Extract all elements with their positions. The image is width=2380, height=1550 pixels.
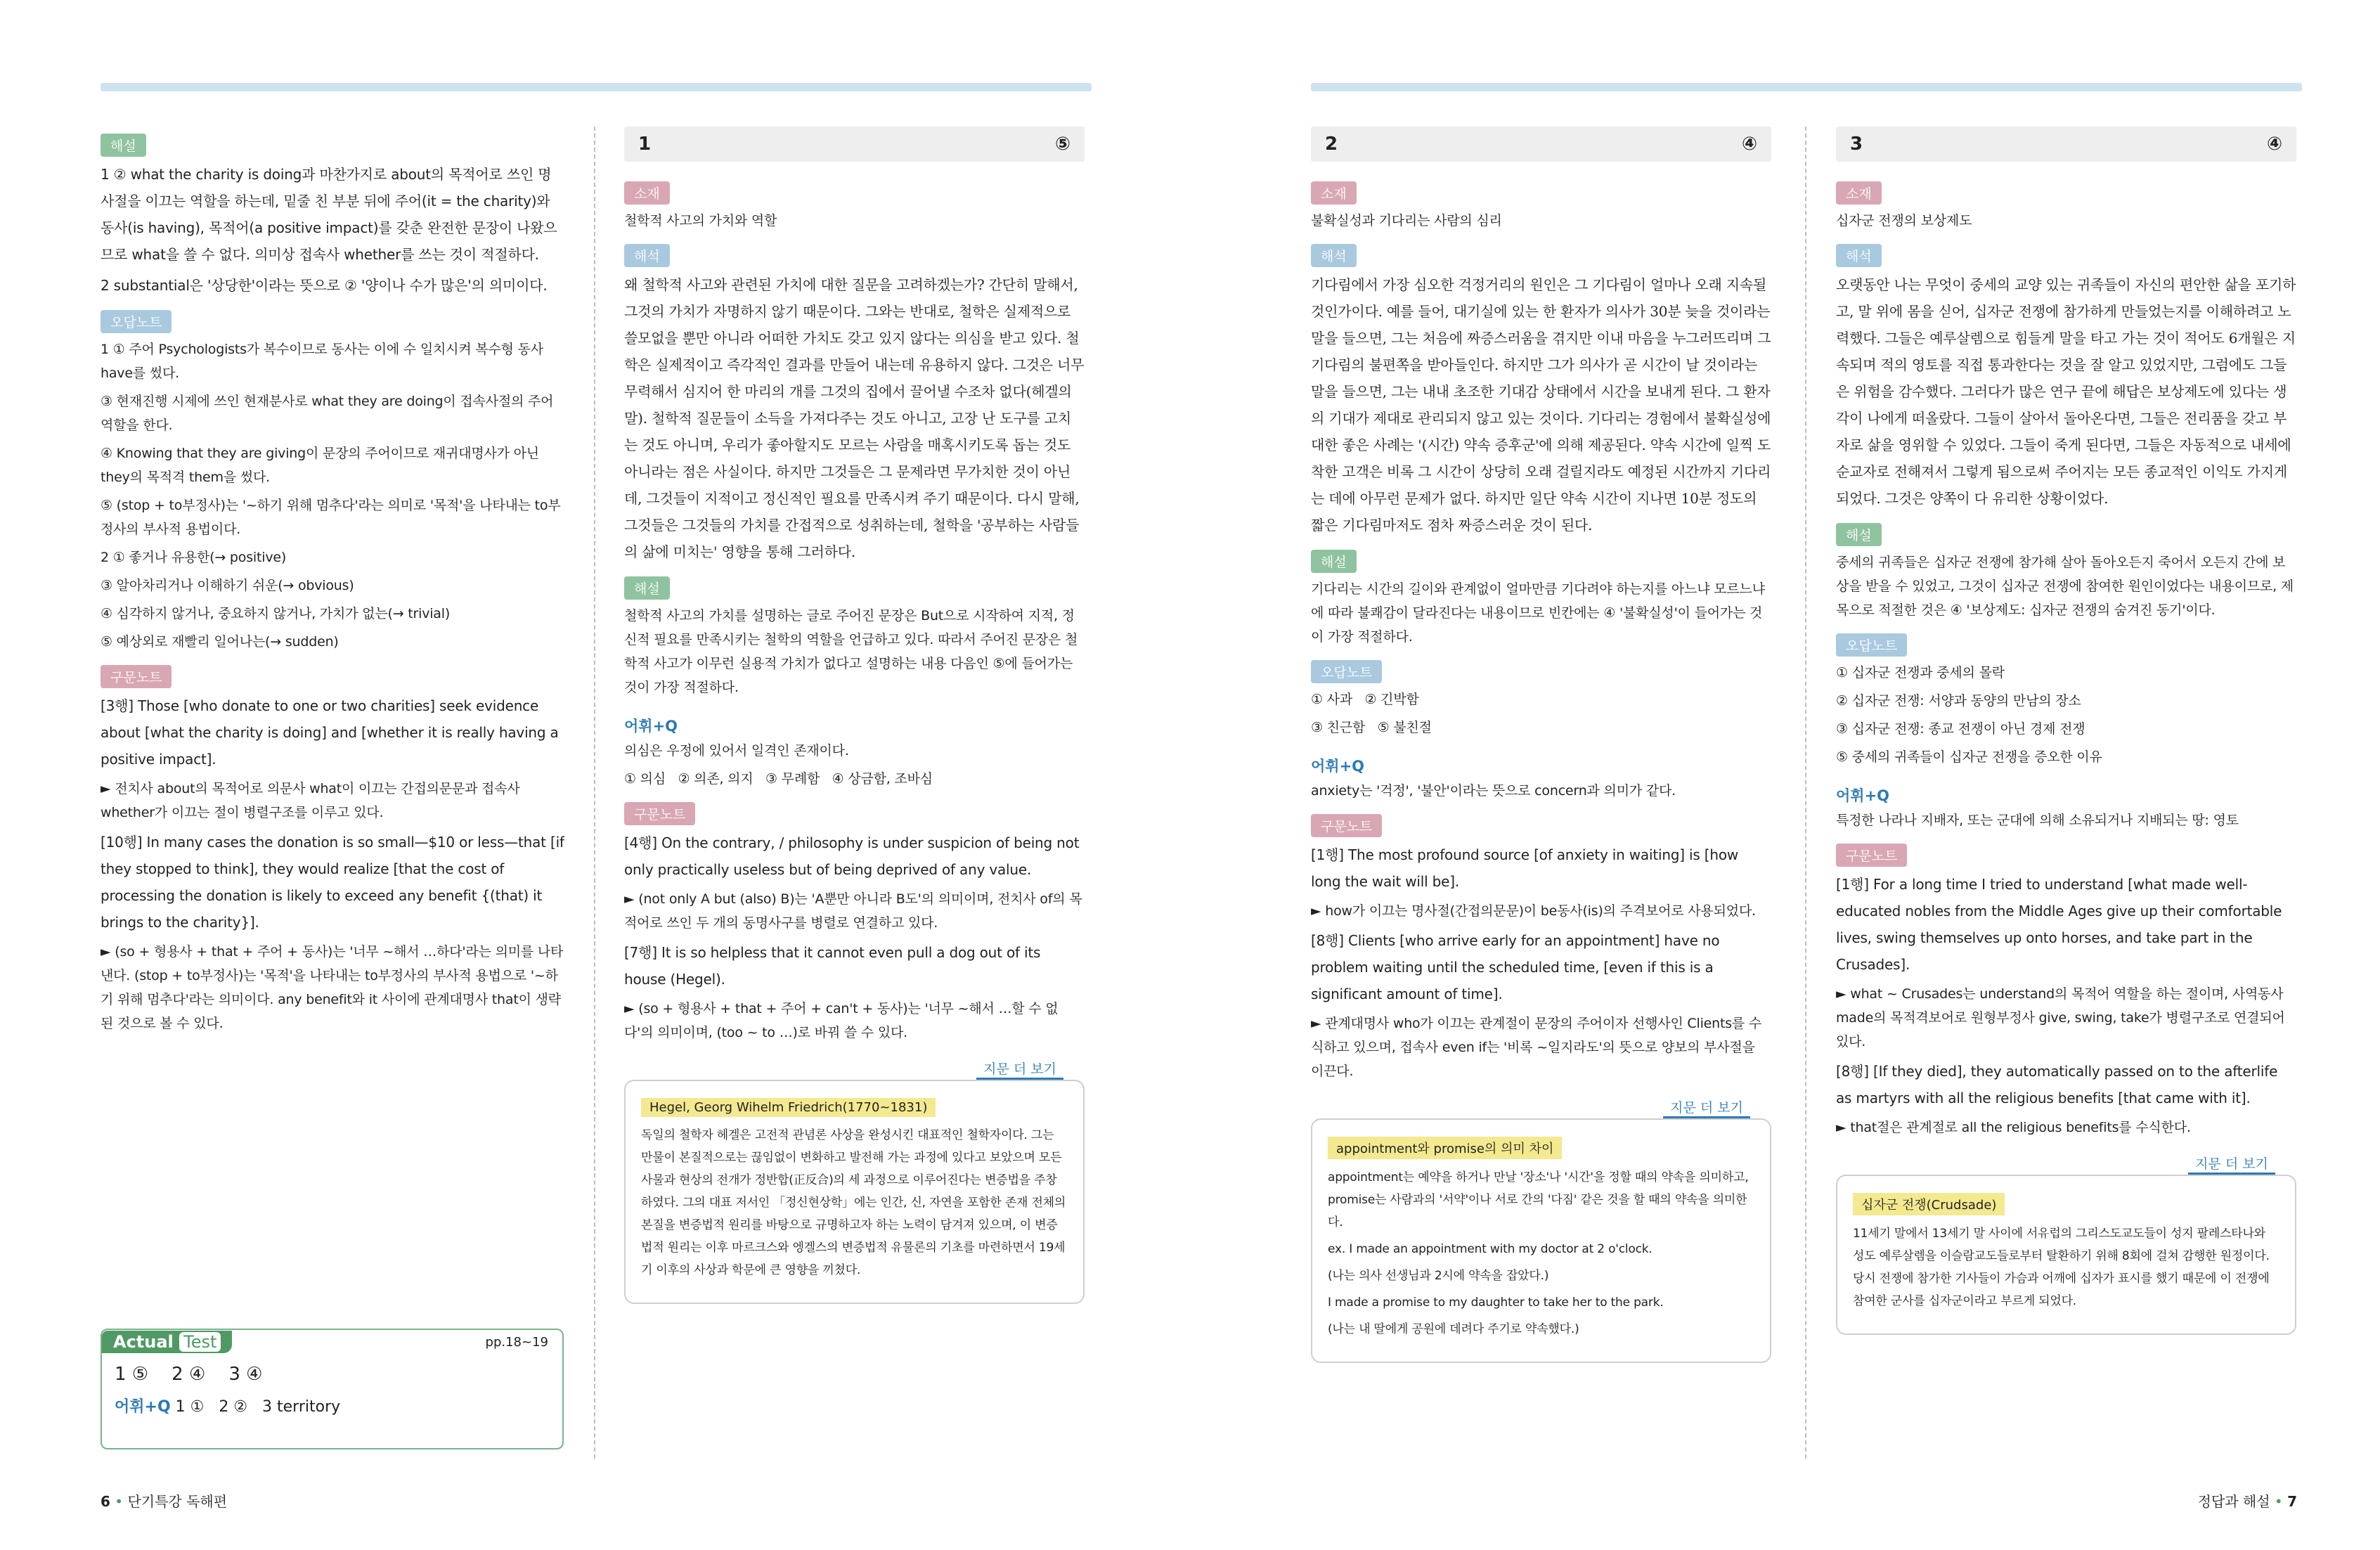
- vocab-choices: ① 의심 ② 의존, 의지 ③ 무례함 ④ 상금함, 조바심: [624, 771, 933, 787]
- gumun-explanation: ► (so + 형용사 + that + 주어 + can't + 동사)는 '너무 ~해서 …할 수 없다'의 의미이며, (too ~ to …)로 바꿔 쓸 수 있다.: [624, 1001, 1059, 1040]
- odap-tag: 오답노트: [101, 310, 172, 333]
- vocab-label: 어휘+Q: [115, 1398, 171, 1416]
- column-divider: [594, 127, 595, 1459]
- more-info-example: I made a promise to my daughter to take her to the park.: [1328, 1296, 1664, 1310]
- haeseok-tag: 해석: [1836, 244, 1882, 267]
- actual-test-pages: pp.18~19: [485, 1334, 548, 1350]
- more-info-box: [1836, 1156, 2296, 1335]
- gumun-explanation: ► what ~ Crusades는 understand의 목적어 역할을 하는 절이며, 사역동사 made의 목적격보어로 원형부정사 give, swing, take가 병렬구조로 연결되어 있다.: [1836, 986, 2285, 1050]
- gumun-explanation: ► (so + 형용사 + that + 주어 + 동사)는 '너무 ~해서 …하다'라는 의미를 나타낸다. (stop + to부정사)는 '목적'을 나타내는 to부정사의 부사적 용법으로 '~하기 위해 멈추다'라는 의미이다. any benefit와 it 사이에 관계대명사 that이 생략된 것으로 볼 수 있다.: [101, 944, 564, 1031]
- question-number: 1: [638, 134, 652, 155]
- gumun-tag: 구문노트: [1836, 844, 1907, 867]
- test-label: Test: [179, 1332, 221, 1352]
- haeseok-text: 왜 철학적 사고와 관련된 가치에 대한 질문을 고려하겠는가? 간단히 말해서, 그것의 가치가 자명하지 않기 때문이다. 그와는 반대로, 철학은 실제적으로 쓸모없을 뿐만 아니라 어떠한 가치도 갖고 있지 않다는 의심을 받고 있다. 철학은 실제적이고 즉각적인 결과를 만들어 내는데 유용하지 않다. 그것은 너무 무력해서 심지어 한 마리의 개를 그것의 집에서 끌어낼 수조차 없다(헤겔의 말). 철학적 질문들이 소득을 가져다주는 것도 아니고, 고장 난 도구를 고치는 것도 아니며, 우리가 좋아할지도 모르는 사람을 매혹시키도록 돕는 것도 아니라는 점은 사실이다. 하지만 그것들은 그 문제라면 무가치한 것이 아닌데, 그것들이 지적이고 정신적인 필요를 만족시켜 주기 때문이다. 다시 말해, 그것들은 그것들의 가치를 간접적으로 성취하는데, 철학을 '공부하는 사람들의 삶에 미치는' 영향을 통해 그러하다.: [624, 276, 1085, 560]
- actual-test-vocab-row: [102, 1385, 562, 1416]
- odap-item: ⑤ 중세의 귀족들이 십자군 전쟁을 증오한 이유: [1836, 749, 2102, 765]
- odap-item: ③ 친근함 ⑤ 불친절: [1311, 720, 1432, 735]
- column-3: [1311, 127, 1771, 1452]
- vocab-question: 의심은 우정에 있어서 일격인 존재이다.: [624, 743, 849, 758]
- vocab-question: anxiety는 '걱정', '불안'이라는 뜻으로 concern과 의미가 같다.: [1311, 783, 1676, 799]
- haeseol-text: 철학적 사고의 가치를 설명하는 글로 주어진 문장은 But으로 시작하여 지적, 정신적 필요를 만족시키는 철학의 역할을 언급하고 있다. 따라서 주어진 문장은 철학적 사고가 이무런 실용적 가치가 없다고 설명하는 내용 다음인 ⑤에 들어가는 것이 가장 적절하다.: [624, 608, 1078, 695]
- actual-test-answers: 1 ⑤ 2 ④ 3 ④: [115, 1364, 263, 1385]
- more-info-heading: 십자군 전쟁(Crudsade): [1853, 1193, 2005, 1215]
- more-info-text: 독일의 철학자 헤겔은 고전적 관념론 사상을 완성시킨 대표적인 철학자이다. 그는 만물이 본질적으로는 끊임없이 변화하고 발전해 가는 과정에 있다고 보았으며 모든 사물과 현상의 전개가 정반합(正反合)의 세 과정으로 이루어진다는 변증법을 주창하였다. 그의 대표 저서인 「정신현상학」에는 인간, 신, 자연을 포함한 존재 전체의 본질을 변증법적 원리를 바탕으로 규명하고자 하는 노력이 담겨져 있으며, 이 변증법적 원리는 이후 마르크스와 엥겔스의 변증법적 유물론의 기초를 마련하면서 19세기 이후의 사상과 학문에 큰 영향을 끼쳤다.: [641, 1128, 1066, 1277]
- question-answer: ④: [1741, 134, 1757, 155]
- actual-test-title: [102, 1331, 232, 1353]
- haeseol-tag: 해설: [1311, 550, 1357, 573]
- more-info-tab: 지문 더 보기: [976, 1059, 1063, 1080]
- more-info-tab: 지문 더 보기: [1663, 1097, 1750, 1118]
- more-info-heading: appointment와 promise의 의미 차이: [1328, 1137, 1562, 1159]
- gumun-sentence: [1행] The most profound source [of anxiety in waiting] is [how long the wait will be].: [1311, 846, 1739, 890]
- gumun-explanation: ► 전치사 about의 목적어로 의문사 what이 이끄는 간접의문문과 접속사 whether가 이끄는 절이 병렬구조를 이루고 있다.: [101, 781, 520, 820]
- sojae-text: 철학적 사고의 가치와 역할: [624, 213, 777, 228]
- sojae-tag: 소재: [1311, 181, 1357, 205]
- odap-item: ⑤ 예상외로 재빨리 일어나는(→ sudden): [101, 634, 339, 650]
- sojae-text: 불확실성과 기다리는 사람의 심리: [1311, 213, 1502, 228]
- more-info-example-translation: (나는 의사 선생님과 2시에 약속을 잡았다.): [1328, 1269, 1549, 1283]
- odap-item: ① 사과 ② 긴박함: [1311, 692, 1419, 707]
- question-header-2: [1311, 127, 1771, 162]
- vocab-question: 특정한 나라나 지배자, 또는 군대에 의해 소유되거나 지배되는 땅: 영토: [1836, 813, 2239, 828]
- odap-item: ④ 심각하지 않거나, 중요하지 않거나, 가치가 없는(→ trivial): [101, 606, 451, 621]
- haeseol-text: 기다리는 시간의 길이와 관계없이 얼마만큼 기다려야 하는지를 아느냐 모르느냐에 따라 불쾌감이 달라진다는 내용이므로 빈칸에는 ④ '불확실성'이 들어가는 것이 가장 적절하다.: [1311, 581, 1765, 645]
- gumun-tag: 구문노트: [624, 802, 695, 825]
- odap-item: ③ 현재진행 시제에 쓰인 현재분사로 what they are doing이 접속사절의 주어 역할을 한다.: [101, 394, 554, 433]
- page-number-left: 6: [101, 1493, 110, 1510]
- haeseok-text: 기다림에서 가장 심오한 걱정거리의 원인은 그 기다림이 얼마나 오래 지속될 것인가이다. 예를 들어, 대기실에 있는 한 환자가 의사가 30분 늦을 것이라는 말을 들으면, 그는 처음에 짜증스러움을 겪지만 이내 마음을 누그러뜨리며 그 기다림의 불편쪽을 받아들인다. 하지만 그가 의사가 곧 시간이 날 것이라는 말을 들으면, 그는 내내 초조한 기대감 상태에서 시간을 보내게 된다. 그 환자의 기대가 제대로 관리되지 않고 있는 것이다. 기다리는 경험에서 불확실성에 대한 좋은 사례는 '(시간) 약속 증후군'에 의해 제공된다. 약속 시간에 일찍 도착한 고객은 비록 그 시간이 상당히 오래 걸릴지라도 예정된 시간까지 기다리는 데에 아무런 문제가 없다. 하지만 일단 약속 시간이 지나면 10분 정도의 짧은 기다림마저도 점차 짜증스러운 것이 된다.: [1311, 276, 1771, 534]
- more-info-example: ex. I made an appointment with my doctor at 2 o'clock.: [1328, 1242, 1653, 1256]
- gumun-explanation: ► how가 이끄는 명사절(간접의문문)이 be동사(is)의 주격보어로 사용되었다.: [1311, 903, 1756, 919]
- more-info-box: [624, 1061, 1085, 1304]
- top-bar-right: [1311, 83, 2302, 91]
- haeseol-text: 2 substantial은 '상당한'이라는 뜻으로 ② '양이나 수가 많은'의 의미이다.: [101, 277, 548, 294]
- question-header-3: [1836, 127, 2296, 162]
- footer-left: [101, 1490, 227, 1511]
- gumun-tag: 구문노트: [1311, 814, 1382, 837]
- page-number-right: 7: [2287, 1493, 2297, 1510]
- gumun-explanation: ► (not only A but (also) B)는 'A뿐만 아니라 B도'의 의미이며, 전치사 of의 목적어로 쓰인 두 개의 동명사구를 병렬로 연결하고 있다.: [624, 891, 1082, 931]
- top-bar-left: [101, 83, 1092, 91]
- odap-item: ③ 십자군 전쟁: 종교 전쟁이 아닌 경제 전쟁: [1836, 721, 2085, 737]
- sojae-text: 십자군 전쟁의 보상제도: [1836, 213, 1972, 228]
- haeseol-text: 중세의 귀족들은 십자군 전쟁에 참가해 살아 돌아오든지 죽어서 오든지 간에 보상을 받을 수 있었고, 그것이 십자군 전쟁에 참여한 원인이었다는 내용이므로, 제목으로 적절한 것은 ④ '보상제도: 십자군 전쟁의 숨겨진 동기'이다.: [1836, 555, 2294, 618]
- gumun-explanation: ► that절은 관계절로 all the religious benefits를 수식한다.: [1836, 1120, 2191, 1135]
- more-info-text: appointment는 예약을 하거나 만날 '장소'나 '시간'을 정할 때의 약속을 의미하고, promise는 사람과의 '서약'이나 서로 간의 '다짐' 같은 것을 할 때의 약속을 의미한다.: [1328, 1170, 1749, 1229]
- column-2: [624, 127, 1085, 1452]
- haeseol-tag: 해설: [101, 134, 146, 157]
- haeseol-tag: 해설: [1836, 523, 1882, 546]
- haeseok-tag: 해석: [624, 244, 670, 267]
- vocab-title: 어휘+Q: [1311, 758, 1365, 775]
- question-header-1: [624, 127, 1085, 162]
- footer-right: [2198, 1490, 2297, 1511]
- gumun-sentence: [3행] Those [who donate to one or two charities] seek evidence about [what the charity is doing] and [whether it is really having a positive impact].: [101, 697, 559, 768]
- gumun-sentence: [4행] On the contrary, / philosophy is under suspicion of being not only practically useless but of being deprived of any value.: [624, 834, 1080, 878]
- section-title: 정답과 해설: [2197, 1493, 2270, 1510]
- odap-item: ① 십자군 전쟁과 중세의 몰락: [1836, 665, 2005, 680]
- gumun-sentence: [8행] Clients [who arrive early for an appointment] have no problem waiting until the scheduled time, [even if this is a significant amount of time].: [1311, 932, 1720, 1002]
- question-answer: ④: [2266, 134, 2282, 155]
- odap-item: ⑤ (stop + to부정사)는 '~하기 위해 멈추다'라는 의미로 '목적'을 나타내는 to부정사의 부사적 용법이다.: [101, 498, 561, 537]
- column-4: [1836, 127, 2296, 1452]
- more-info-text: 11세기 말에서 13세기 말 사이에 서유럽의 그리스도교도들이 성지 팔레스타나와 성도 예루살렘을 이슬람교도들로부터 탈환하기 위해 8회에 걸쳐 감행한 원정이다. 당시 전쟁에 참가한 기사들이 가슴과 어깨에 십자가 표시를 했기 때문에 이 전쟁에 참여한 군사를 십자군이라고 부르게 되었다.: [1853, 1227, 2270, 1308]
- question-answer: ⑤: [1054, 134, 1071, 155]
- bullet: •: [115, 1493, 128, 1510]
- odap-item: ③ 알아차리거나 이해하기 쉬운(→ obvious): [101, 578, 354, 593]
- haeseok-tag: 해석: [1311, 244, 1357, 267]
- gumun-sentence: [10행] In many cases the donation is so small—$10 or less—that [if they stopped to think], they would realize [that the cost of processing the donation is likely to exceed any benefit {(that) it brings to the charity}].: [101, 834, 564, 931]
- odap-item: 2 ① 좋거나 유용한(→ positive): [101, 550, 287, 565]
- gumun-tag: 구문노트: [101, 665, 172, 688]
- column-1: [101, 127, 564, 1311]
- odap-tag: 오답노트: [1311, 660, 1382, 683]
- more-info-box: [1311, 1100, 1771, 1363]
- odap-item: 1 ① 주어 Psychologists가 복수이므로 동사는 이에 수 일치시켜 복수형 동사 have를 썼다.: [101, 342, 543, 381]
- bullet: •: [2274, 1493, 2288, 1510]
- column-divider: [1805, 127, 1806, 1459]
- gumun-sentence: [7행] It is so helpless that it cannot even pull a dog out of its house (Hegel).: [624, 944, 1041, 988]
- book-title: 단기특강 독해편: [127, 1493, 228, 1510]
- question-number: 3: [1850, 134, 1863, 155]
- gumun-sentence: [1행] For a long time I tried to understand [what made well-educated nobles from the Middle Ages give up their comfortable lives, swing themselves up onto horses, and take part in the Crusades].: [1836, 876, 2282, 973]
- gumun-sentence: [8행] [If they died], they automatically passed on to the afterlife as martyrs with all the religious benefits [that came with it].: [1836, 1063, 2278, 1106]
- haeseol-text: 1 ② what the charity is doing과 마찬가지로 about의 목적어로 쓰인 명사절을 이끄는 역할을 하는데, 밑줄 친 부분 뒤에 주어(it = the charity)와 동사(is having), 목적어(a positive impact)를 갖춘 완전한 문장이 나왔으므로 what을 쓸 수 없다. 의미상 접속사 whether를 쓰는 것이 적절하다.: [101, 166, 557, 263]
- odap-item: ④ Knowing that they are giving이 문장의 주어이므로 재귀대명사가 아닌 they의 목적격 them을 썼다.: [101, 446, 539, 485]
- vocab-answers: 1 ① 2 ② 3 territory: [175, 1398, 341, 1416]
- vocab-title: 어휘+Q: [624, 718, 678, 735]
- question-number: 2: [1325, 134, 1338, 155]
- more-info-heading: Hegel, Georg Wihelm Friedrich(1770~1831): [641, 1098, 936, 1117]
- actual-label: Actual: [113, 1332, 174, 1352]
- odap-item: ② 십자군 전쟁: 서양과 동양의 만남의 장소: [1836, 693, 2081, 709]
- actual-test-box: [101, 1329, 564, 1449]
- sojae-tag: 소재: [1836, 181, 1882, 205]
- haeseok-text: 오랫동안 나는 무엇이 중세의 교양 있는 귀족들이 자신의 편안한 삶을 포기하고, 말 위에 몸을 싣어, 십자군 전쟁에 참가하게 만들었는지를 이해하려고 노력했다. 그들은 예루살렘으로 힘들게 말을 타고 가는 것이 적어도 6개월은 지속되며 적의 영토를 직접 통과한다는 것을 잘 알고 있었지만, 그럼에도 그들은 위험을 감수했다. 그러다가 많은 연구 끝에 해답은 보상제도에 있다는 생각이 나에게 떠올랐다. 그들이 살아서 돌아온다면, 그들은 전리품을 갖고 부자로 삶을 영위할 수 있었다. 그들이 죽게 된다면, 그들은 자동적으로 내세에 순교자로 전해져서 그렇게 됨으로써 주어지는 모든 종교적인 이익도 가지게 되었다. 그것은 양쪽이 다 유리한 상황이었다.: [1836, 276, 2296, 507]
- more-info-example-translation: (나는 내 딸에게 공원에 데려다 주기로 약속했다.): [1328, 1322, 1579, 1336]
- more-info-tab: 지문 더 보기: [2188, 1154, 2275, 1175]
- odap-tag: 오답노트: [1836, 633, 1907, 657]
- vocab-title: 어휘+Q: [1836, 787, 1890, 804]
- sojae-tag: 소재: [624, 181, 670, 205]
- haeseol-tag: 해설: [624, 576, 670, 600]
- gumun-explanation: ► 관계대명사 who가 이끄는 관계절이 문장의 주어이자 선행사인 Clients를 수식하고 있으며, 접속사 even if는 '비록 ~일지라도'의 뜻으로 양보의 부사절을 이끈다.: [1311, 1016, 1762, 1079]
